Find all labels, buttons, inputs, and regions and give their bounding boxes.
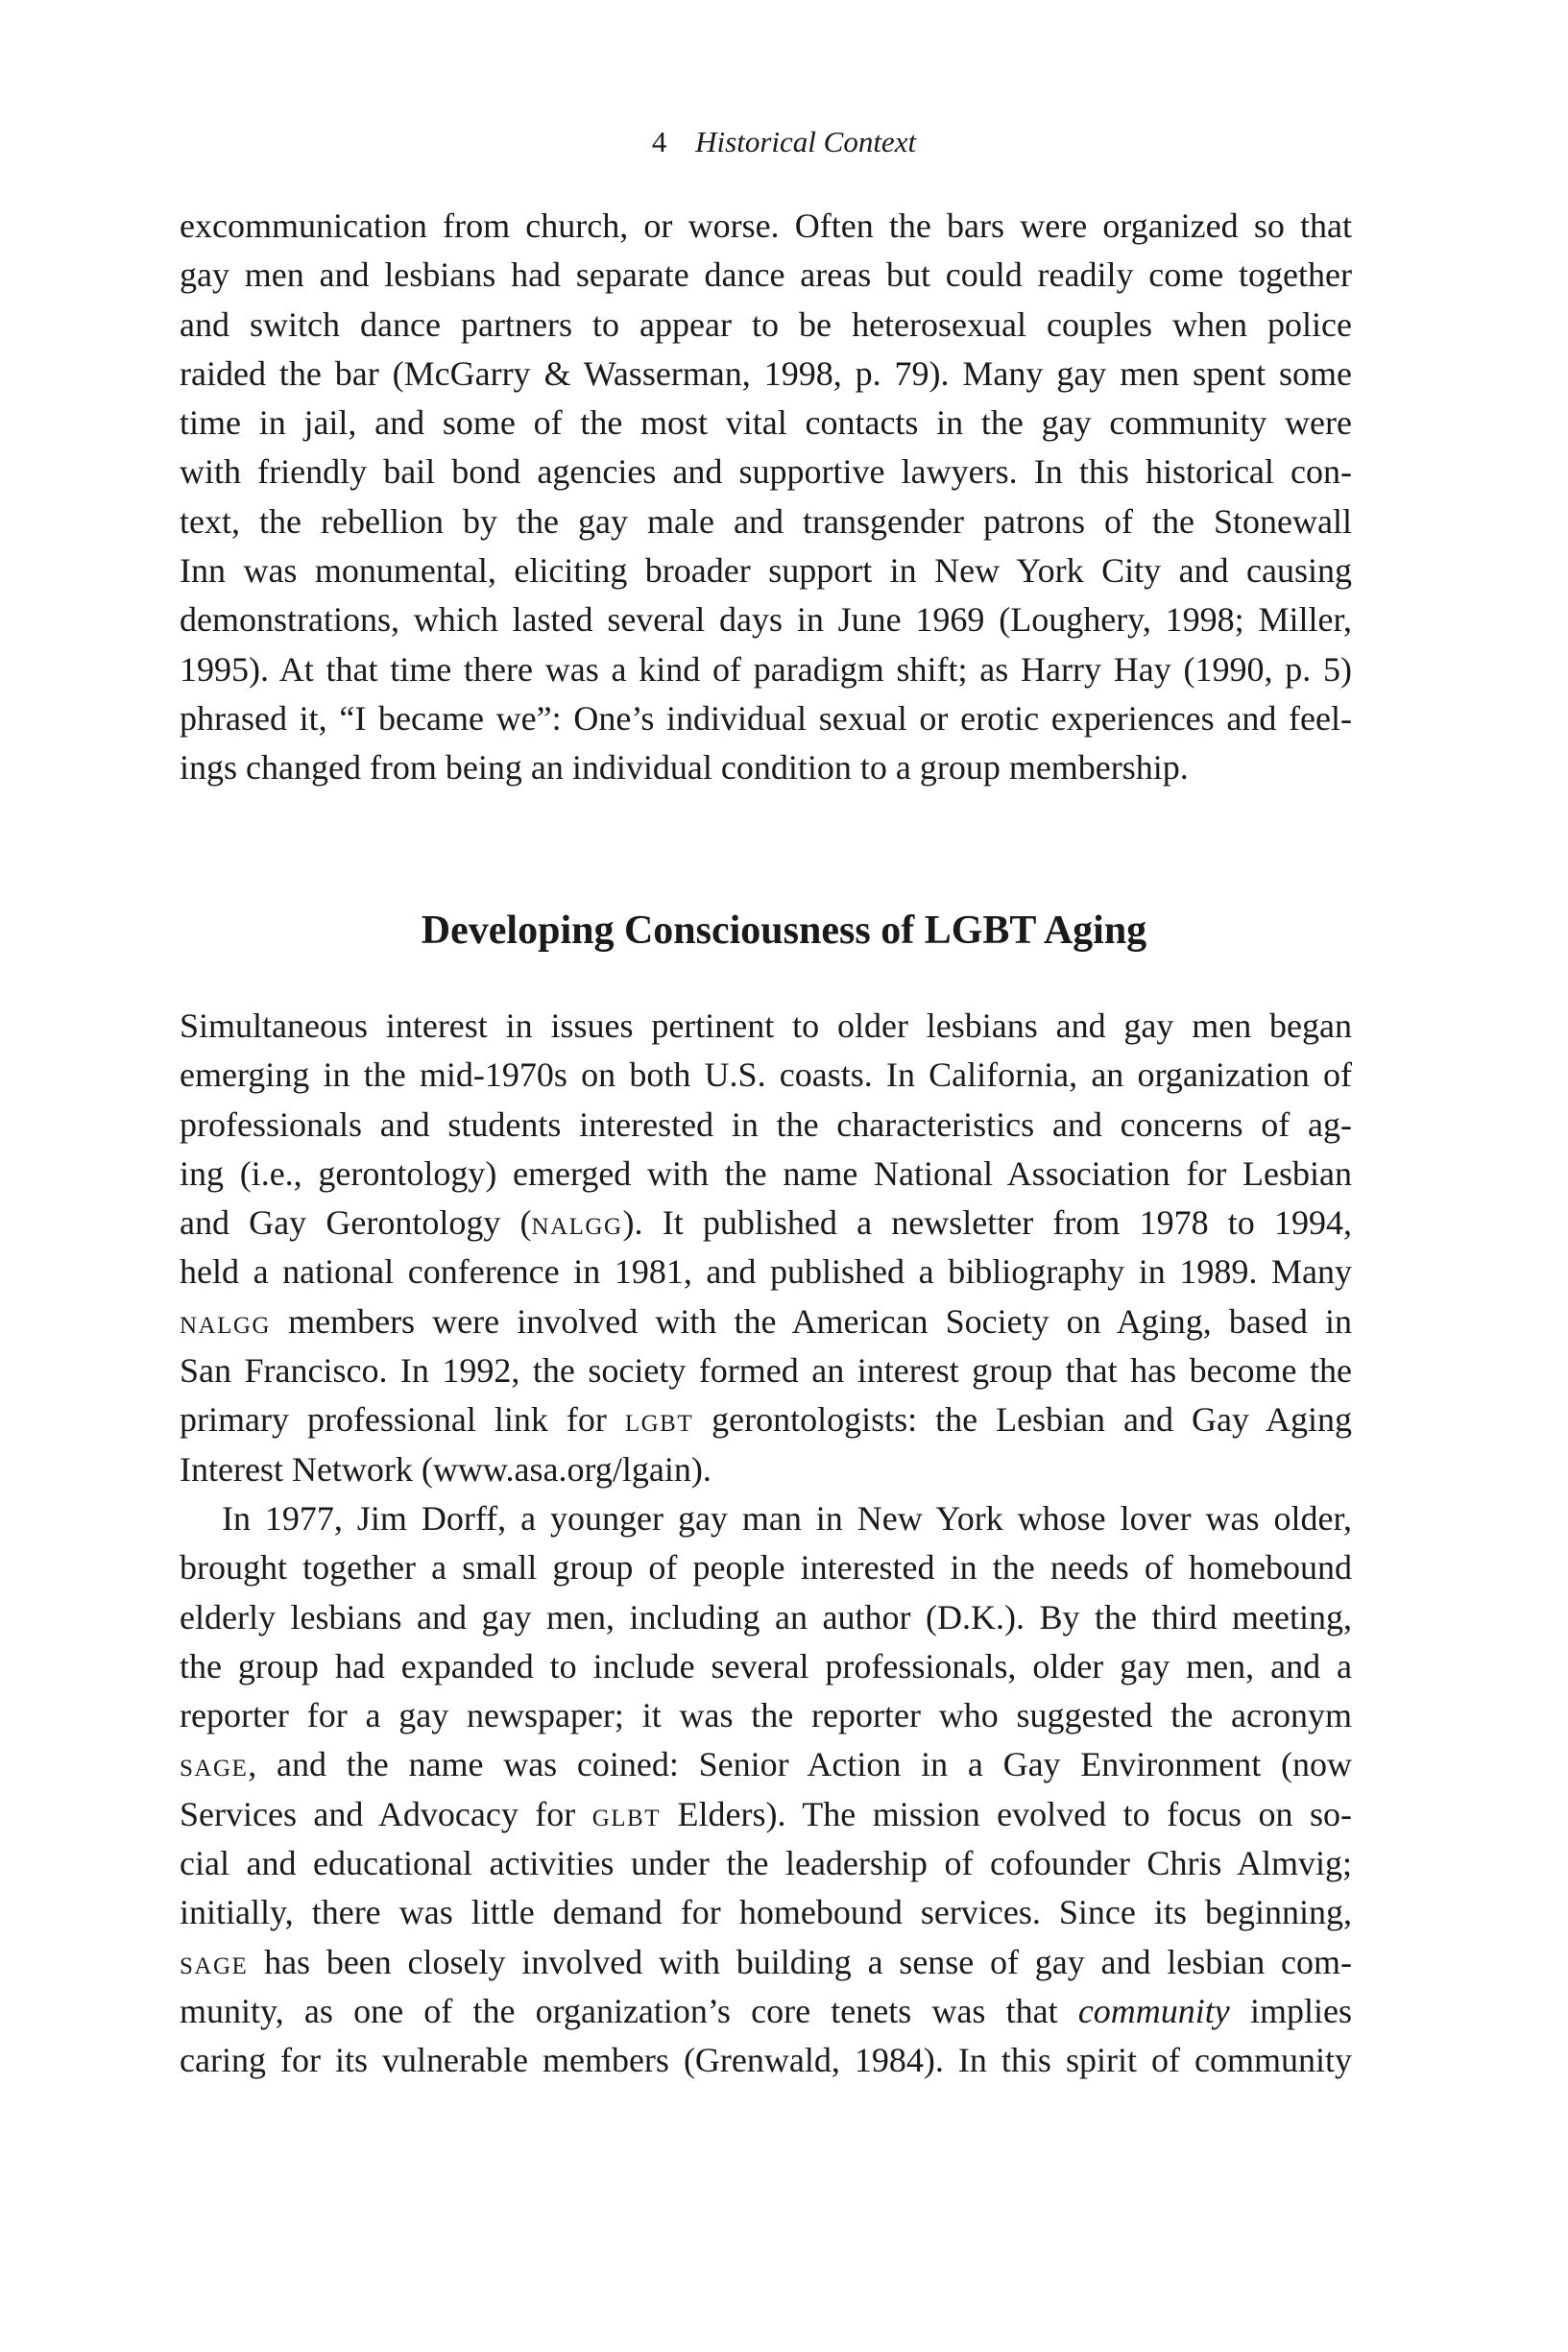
text-line: San Francisco. In 1992, the society formed an interest group that has become the <box>180 1351 1352 1391</box>
text-line: phrased it, “I became we”: One’s individual sexual or erotic experiences and feel- <box>180 698 1352 738</box>
acronym-sage: sage <box>180 1745 249 1784</box>
text-line <box>180 1987 1352 2036</box>
running-head-title: Historical Context <box>695 125 917 158</box>
acronym-nalgg: nalgg <box>531 1203 623 1243</box>
text-line <box>180 1395 1352 1444</box>
text-line: ings changed from being an individual condition to a group membership. <box>180 748 1189 788</box>
text-line <box>180 1790 1352 1839</box>
text-line <box>180 1938 1352 1987</box>
text-line: elderly lesbians and gay men, including an author (D.K.). By the third meeting, <box>180 1597 1352 1637</box>
emphasis-community: community <box>1077 1991 1230 2030</box>
text-span: munity, as one of the organization’s core tenets was that <box>180 1991 1078 2030</box>
text-span: primary professional link for <box>180 1400 625 1440</box>
text-line: 1995). At that time there was a kind of paradigm shift; as Harry Hay (1990, p. 5) <box>180 649 1352 689</box>
text-line: demonstrations, which lasted several days in June 1969 (Loughery, 1998; Miller, <box>180 600 1352 640</box>
text-span: Elders). The mission evolved to focus on so- <box>661 1794 1352 1833</box>
text-span: has been closely involved with building a sense of gay and lesbian com- <box>248 1942 1352 1981</box>
text-line: held a national conference in 1981, and published a bibliography in 1989. Many <box>180 1252 1352 1292</box>
text-span: members were involved with the American Society on Aging, based in <box>271 1301 1352 1341</box>
text-span: and Gay Gerontology ( <box>180 1203 532 1243</box>
text-span: , and the name was coined: Senior Action in a Gay Environment (now <box>248 1745 1352 1784</box>
text-line: In 1977, Jim Dorff, a younger gay man in New York whose lover was older, <box>222 1499 1352 1538</box>
text-line: Interest Network (www.asa.org/lgain). <box>180 1449 712 1489</box>
text-line <box>180 1199 1352 1248</box>
text-line: and switch dance partners to appear to be heterosexual couples when police <box>180 304 1352 344</box>
text-line: reporter for a gay newspaper; it was the reporter who suggested the acronym <box>180 1696 1352 1735</box>
text-line: brought together a small group of people interested in the needs of homebound <box>180 1548 1352 1588</box>
text-line <box>180 1740 1352 1789</box>
text-span: Services and Advocacy for <box>180 1794 592 1833</box>
text-line: text, the rebellion by the gay male and transgender patrons of the Stonewall <box>180 501 1352 541</box>
page-number: 4 <box>651 125 667 158</box>
text-line: caring for its vulnerable members (Grenwald, 1984). In this spirit of community <box>180 2041 1352 2080</box>
text-line: raided the bar (McGarry & Wasserman, 1998, p. 79). Many gay men spent some <box>180 353 1352 393</box>
paragraph-sage <box>180 1494 1352 2086</box>
acronym-sage: sage <box>180 1942 249 1981</box>
acronym-glbt: glbt <box>591 1794 662 1833</box>
text-line: gay men and lesbians had separate dance areas but could readily come together <box>180 255 1352 295</box>
text-span: ). It published a newsletter from 1978 to 1994, <box>622 1203 1352 1243</box>
paragraph-continuation <box>180 202 1352 793</box>
text-line: emerging in the mid-1970s on both U.S. coasts. In California, an organization of <box>180 1055 1352 1095</box>
text-line: the group had expanded to include several professionals, older gay men, and a <box>180 1646 1352 1685</box>
acronym-nalgg: nalgg <box>180 1301 271 1341</box>
text-line <box>180 1297 1352 1346</box>
text-line: Simultaneous interest in issues pertinent to older lesbians and gay men began <box>180 1006 1352 1045</box>
running-head <box>0 123 1568 161</box>
text-line: initially, there was little demand for homebound services. Since its beginning, <box>180 1893 1352 1932</box>
text-line: time in jail, and some of the most vital contacts in the gay community were <box>180 403 1352 443</box>
paragraph-nalgg <box>180 1002 1352 1494</box>
acronym-lgbt: lgbt <box>624 1400 694 1440</box>
section-heading: Developing Consciousness of LGBT Aging <box>421 909 1147 953</box>
text-line: cial and educational activities under the leadership of cofounder Chris Almvig; <box>180 1844 1352 1883</box>
text-span: gerontologists: the Lesbian and Gay Aging <box>693 1400 1352 1440</box>
text-line: excommunication from church, or worse. Often the bars were organized so that <box>180 206 1352 245</box>
text-line: professionals and students interested in the characteristics and concerns of ag- <box>180 1104 1352 1144</box>
text-line: ing (i.e., gerontology) emerged with the name National Association for Lesbian <box>180 1153 1352 1193</box>
text-line: with friendly bail bond agencies and supportive lawyers. In this historical con- <box>180 452 1352 492</box>
text-line: Inn was monumental, eliciting broader support in New York City and causing <box>180 551 1352 591</box>
text-span: implies <box>1229 1991 1352 2030</box>
